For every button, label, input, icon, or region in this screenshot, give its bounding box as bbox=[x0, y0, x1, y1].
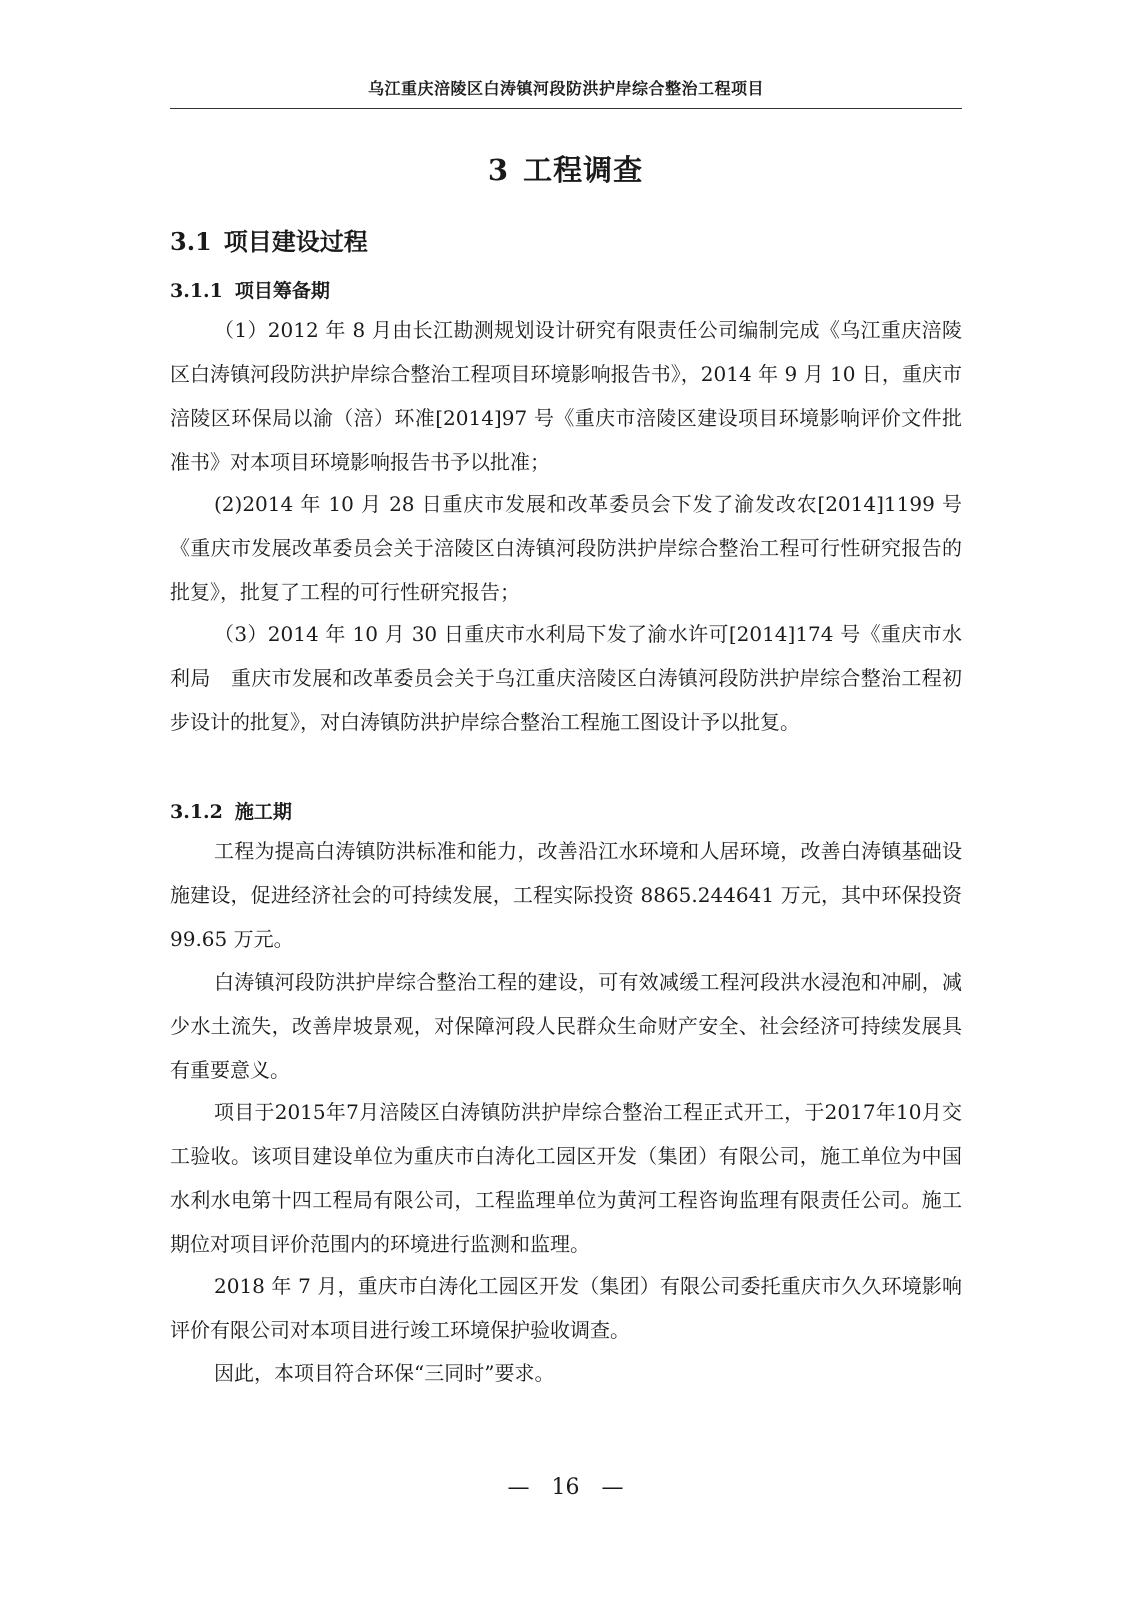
paragraph: 白涛镇河段防洪护岸综合整治工程的建设，可有效减缓工程河段洪水浸泡和冲刷，减少水土流失，改善岸坡景观，对保障河段人民群众生命财产安全、社会经济可持续发展具有重要意义。 bbox=[170, 970, 962, 1082]
paragraph: (2)2014 年 10 月 28 日重庆市发展和改革委员会下发了渝发改农[2014]1199 号《重庆市发展改革委员会关于涪陵区白涛镇河段防洪护岸综合整治工程可行性研究报告的批复》，批复了工程的可行性研究报告； bbox=[170, 492, 962, 604]
page-number: — 16 — bbox=[507, 1475, 624, 1500]
paragraph: 工程为提高白涛镇防洪标准和能力，改善沿江水环境和人居环境，改善白涛镇基础设施建设，促进经济社会的可持续发展，工程实际投资 8865.244641 万元，其中环保投资 99.65 万元。 bbox=[170, 839, 962, 951]
section-heading-3-1 bbox=[170, 222, 368, 257]
section-number: 3.1 bbox=[170, 227, 212, 256]
header-title: 乌江重庆涪陵区白涛镇河段防洪护岸综合整治工程项目 bbox=[367, 79, 764, 98]
paragraph: （3）2014 年 10 月 30 日重庆市水利局下发了渝水许可[2014]174 号《重庆市水利局 重庆市发展和改革委员会关于乌江重庆涪陵区白涛镇河段防洪护岸综合整治工程初步设计的批复》，对白涛镇防洪护岸综合整治工程施工图设计予以批复。 bbox=[170, 622, 962, 734]
subsection-heading-3-1-1 bbox=[170, 276, 330, 303]
paragraph: 因此，本项目符合环保“三同时”要求。 bbox=[214, 1361, 555, 1385]
chapter-number: 3 bbox=[487, 153, 510, 187]
paragraph: 2018 年 7 月，重庆市白涛化工园区开发（集团）有限公司委托重庆市久久环境影响评价有限公司对本项目进行竣工环境保护验收调查。 bbox=[170, 1274, 962, 1342]
paragraph: （1）2012 年 8 月由长江勘测规划设计研究有限责任公司编制完成《乌江重庆涪陵区白涛镇河段防洪护岸综合整治工程项目环境影响报告书》，2014 年 9 月 10 日，重庆市涪陵区环保局以渝（涪）环准[2014]97 号《重庆市涪陵区建设项目环境影响评价文件批准书》对本项目环境影响报告书予以批准； bbox=[170, 318, 962, 474]
chapter-title bbox=[0, 148, 1131, 189]
section-title: 项目建设过程 bbox=[223, 227, 368, 256]
subsection-title: 施工期 bbox=[234, 801, 292, 823]
paragraph: 项目于2015年7月涪陵区白涛镇防洪护岸综合整治工程正式开工，于2017年10月交工验收。该项目建设单位为重庆市白涛化工园区开发（集团）有限公司，施工单位为中国水利水电第十四工程局有限公司，工程监理单位为黄河工程咨询监理有限责任公司。施工期位对项目评价范围内的环境进行监测和监理。 bbox=[170, 1100, 962, 1256]
subsection-number: 3.1.2 bbox=[170, 801, 223, 823]
subsection-number: 3.1.1 bbox=[170, 280, 223, 302]
subsection-heading-3-1-2 bbox=[170, 797, 292, 824]
subsection-title: 项目筹备期 bbox=[234, 280, 330, 302]
page-header bbox=[170, 72, 962, 109]
chapter-name: 工程调查 bbox=[523, 153, 644, 187]
